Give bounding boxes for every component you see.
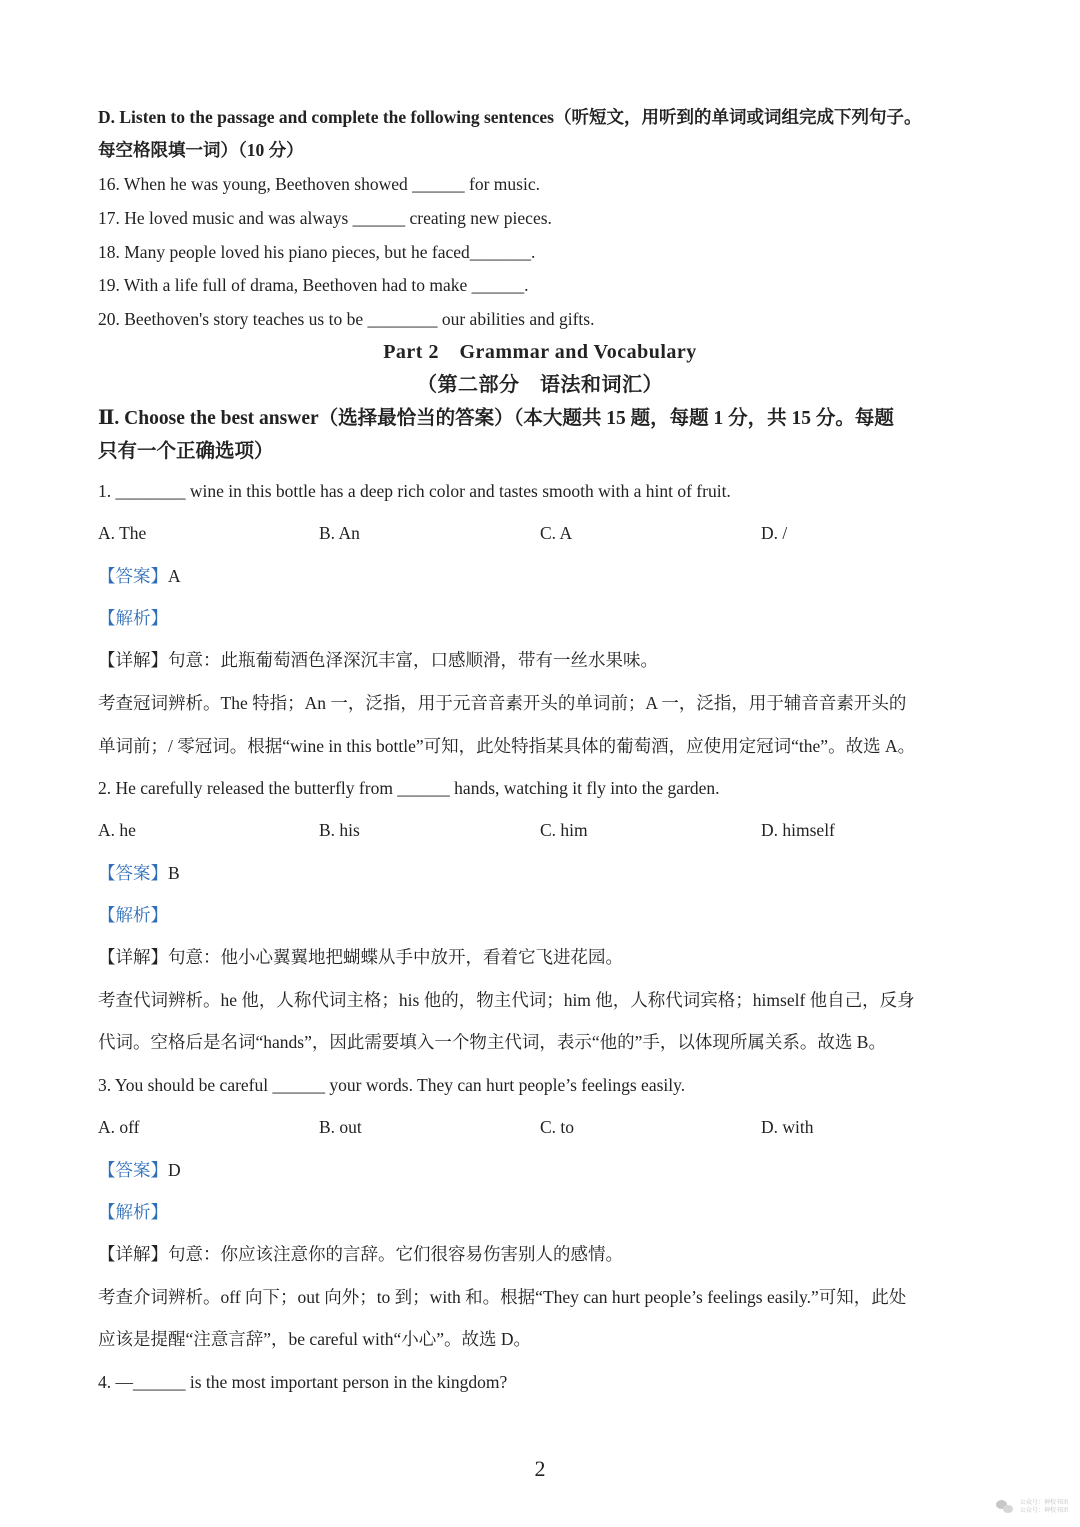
- answer-label: 【答案】: [98, 566, 168, 586]
- section-d-title-line1: D. Listen to the passage and complete the following sentences（听短文，用听到的单词或词组完成下列句子。: [98, 107, 922, 127]
- question-1-option-c: C. A: [540, 523, 573, 543]
- question-19: 19. With a life full of drama, Beethoven had to make ______.: [98, 275, 529, 295]
- answer-label: 【答案】: [98, 863, 168, 883]
- watermark-line2: 公众号：神校书团: [1019, 1508, 1068, 1514]
- watermark: [996, 1499, 1068, 1515]
- question-1-option-a: A. The: [98, 523, 147, 543]
- question-3-stem: 3. You should be careful ______ your words. They can hurt people’s feelings easily.: [98, 1075, 686, 1095]
- part2-title: Part 2 Grammar and Vocabulary: [383, 341, 697, 363]
- question-3-analysis-label: 【解析】: [98, 1202, 168, 1222]
- question-2-explain-line2: 代词。空格后是名词“hands”，因此需要填入一个物主代词，表示“他的”手，以体现所属关系。故选 B。: [98, 1032, 886, 1052]
- question-16: 16. When he was young, Beethoven showed ______ for music.: [98, 174, 540, 194]
- question-2-option-b: B. his: [319, 820, 360, 840]
- question-2-analysis-label: 【解析】: [98, 905, 168, 925]
- question-3-option-d: D. with: [761, 1117, 814, 1137]
- question-1-answer: [98, 564, 988, 588]
- section-d-title-line2: 每空格限填一词）（10 分）: [98, 140, 304, 160]
- detail-label: 【详解】: [98, 947, 168, 967]
- question-2-stem: 2. He carefully released the butterfly from ______ hands, watching it fly into the garden.: [98, 778, 720, 798]
- question-2-option-c: C. him: [540, 820, 588, 840]
- detail-text: 句意：他小心翼翼地把蝴蝶从手中放开，看着它飞进花园。: [168, 947, 623, 967]
- answer-value: B: [168, 863, 180, 883]
- question-2-answer: [98, 861, 988, 885]
- question-3-option-b: B. out: [319, 1117, 362, 1137]
- question-2-detail: [98, 945, 988, 969]
- question-1-option-d: D. /: [761, 523, 788, 543]
- question-1-explain-line2: 单词前；/ 零冠词。根据“wine in this bottle”可知，此处特指某具体的葡萄酒，应使用定冠词“the”。故选 A。: [98, 736, 916, 756]
- question-3-explain-line1: 考查介词辨析。off 向下；out 向外；to 到；with 和。根据“They can hurt people’s feelings easily.”可知，此处: [98, 1287, 907, 1307]
- question-17: 17. He loved music and was always ______ creating new pieces.: [98, 208, 552, 228]
- question-20: 20. Beethoven's story teaches us to be ________ our abilities and gifts.: [98, 309, 595, 329]
- question-1-detail: [98, 648, 988, 672]
- page-number: 2: [534, 1456, 546, 1481]
- wechat-icon: [996, 1500, 1014, 1514]
- answer-value: D: [168, 1160, 181, 1180]
- answer-value: A: [168, 566, 181, 586]
- watermark-text: [1020, 1499, 1068, 1515]
- question-2-option-d: D. himself: [761, 820, 835, 840]
- detail-label: 【详解】: [98, 1244, 168, 1264]
- question-2-option-a: A. he: [98, 820, 136, 840]
- question-3-detail: [98, 1242, 988, 1266]
- question-2-explain-line1: 考查代词辨析。he 他，人称代词主格；his 他的，物主代词；him 他，人称代词宾格；himself 他自己，反身: [98, 990, 915, 1010]
- question-3-option-a: A. off: [98, 1117, 140, 1137]
- question-3-explain-line2: 应该是提醒“注意言辞”，be careful with“小心”。故选 D。: [98, 1329, 532, 1349]
- part2-subtitle: （第二部分 语法和词汇）: [417, 374, 663, 396]
- question-1-stem: 1. ________ wine in this bottle has a deep rich color and tastes smooth with a hint of fruit.: [98, 481, 731, 501]
- answer-label: 【答案】: [98, 1160, 168, 1180]
- detail-text: 句意：你应该注意你的言辞。它们很容易伤害别人的感情。: [168, 1244, 623, 1264]
- question-4-stem: 4. —______ is the most important person in the kingdom?: [98, 1372, 508, 1392]
- question-3-answer: [98, 1158, 988, 1182]
- section2-title-line1: Ⅱ. Choose the best answer（选择最恰当的答案）（本大题共 15 题，每题 1 分，共 15 分。每题: [98, 408, 894, 429]
- section2-title-line2: 只有一个正确选项）: [98, 441, 274, 462]
- watermark-line1: 公众号：神校书团: [1019, 1500, 1068, 1506]
- question-3-option-c: C. to: [540, 1117, 575, 1137]
- detail-label: 【详解】: [98, 650, 168, 670]
- question-18: 18. Many people loved his piano pieces, but he faced_______.: [98, 242, 536, 262]
- question-1-explain-line1: 考查冠词辨析。The 特指；An 一，泛指，用于元音音素开头的单词前；A 一，泛指，用于辅音音素开头的: [98, 693, 907, 713]
- question-1-analysis-label: 【解析】: [98, 608, 168, 628]
- detail-text: 句意：此瓶葡萄酒色泽深沉丰富，口感顺滑，带有一丝水果味。: [168, 650, 658, 670]
- question-1-option-b: B. An: [319, 523, 360, 543]
